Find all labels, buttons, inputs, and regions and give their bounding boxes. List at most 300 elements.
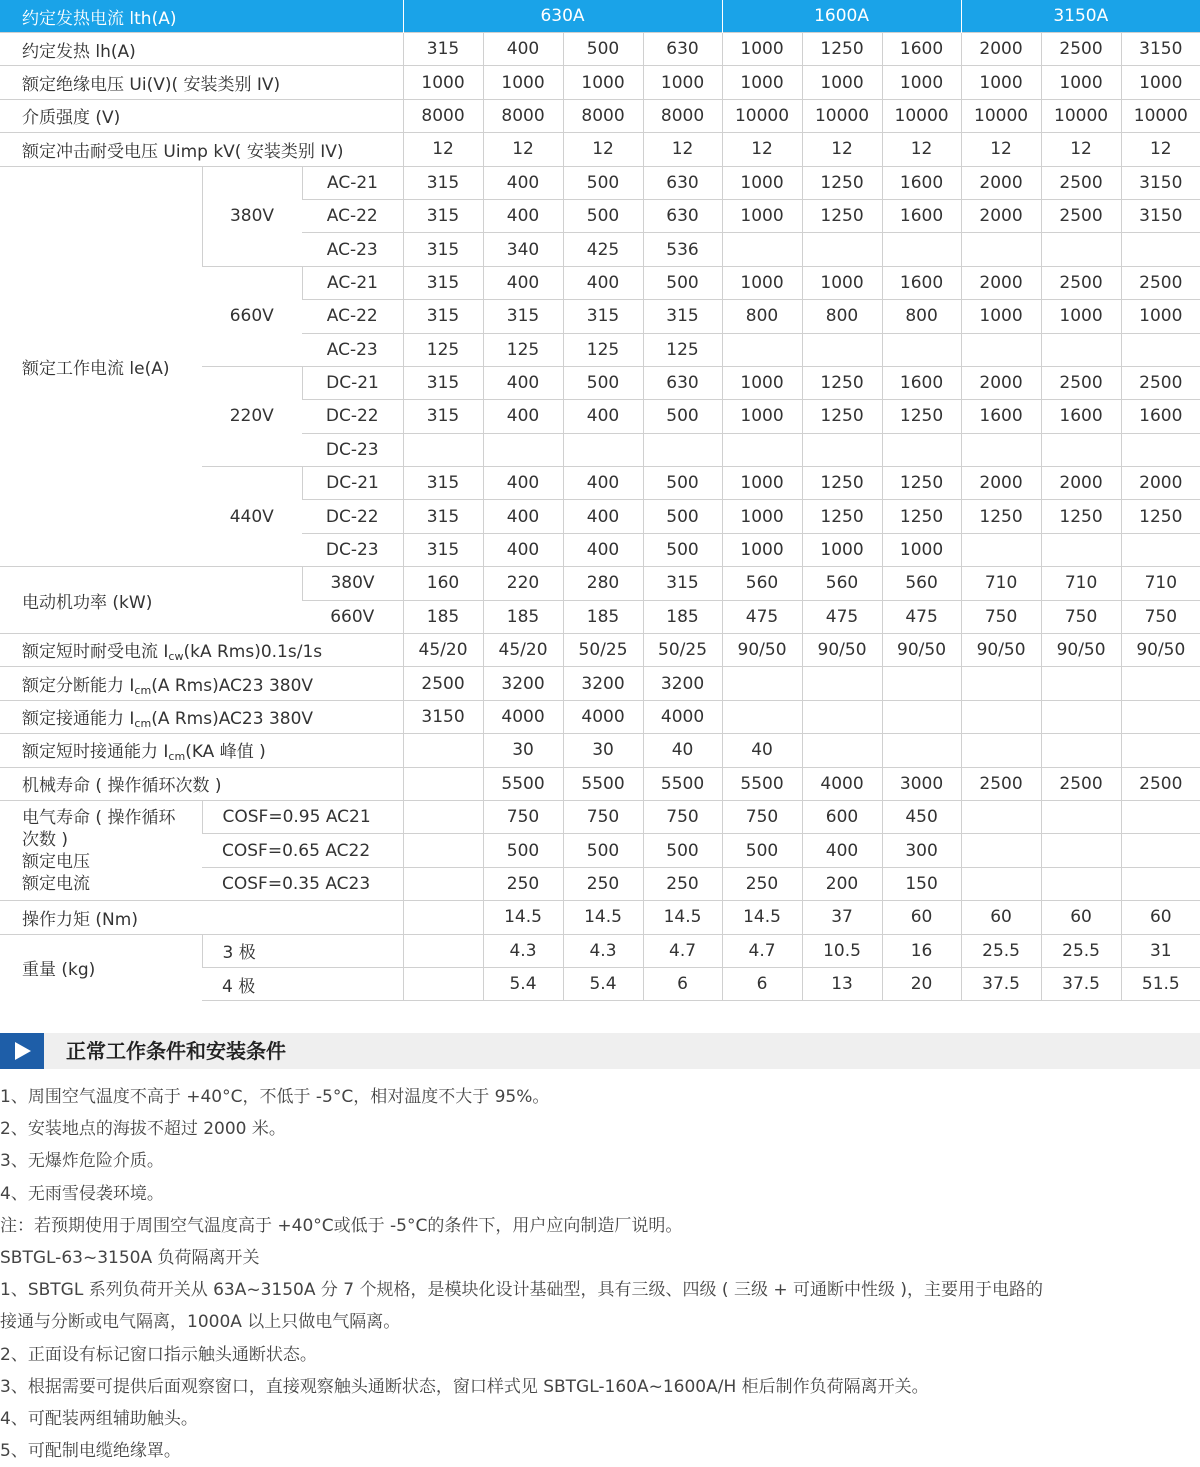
note-line: 注：若预期使用于周围空气温度高于 +40°C或低于 -5°C的条件下，用户应向制造厂说明。 (0, 1215, 683, 1236)
row-label: 机械寿命 ( 操作循环次数 ) (0, 767, 403, 800)
value-cell: 1000 (722, 467, 802, 500)
value-cell (1121, 800, 1200, 833)
value-cell: 400 (563, 467, 643, 500)
value-cell: 400 (483, 500, 563, 533)
notes-block (0, 1081, 1200, 1467)
value-cell: 1250 (882, 500, 961, 533)
value-cell: 2500 (1121, 767, 1200, 800)
value-cell: 250 (643, 867, 722, 900)
label-subscript: cm (134, 683, 152, 697)
value-cell: 2500 (1041, 366, 1121, 399)
value-cell (563, 433, 643, 466)
value-cell: 750 (722, 800, 802, 833)
value-cell: 10000 (961, 99, 1041, 132)
value-cell (722, 667, 802, 700)
header-label: 约定发热电流 lth(A) (0, 0, 403, 33)
category-cell: AC-22 (302, 199, 403, 232)
value-cell: 2500 (403, 667, 483, 700)
value-cell (403, 834, 483, 867)
value-cell: 3150 (1121, 166, 1200, 199)
value-cell (882, 667, 961, 700)
value-cell: 1250 (1121, 500, 1200, 533)
label-line: 额定电流 (22, 873, 90, 894)
value-cell (1041, 233, 1121, 266)
value-cell (1041, 433, 1121, 466)
value-cell: 500 (563, 366, 643, 399)
value-cell: 1000 (1041, 66, 1121, 99)
value-cell: 1000 (722, 166, 802, 199)
value-cell: 3200 (563, 667, 643, 700)
row-label (0, 734, 403, 767)
value-cell: 1000 (1121, 300, 1200, 333)
value-cell: 30 (563, 734, 643, 767)
category-cell: DC-22 (302, 500, 403, 533)
value-cell (483, 433, 563, 466)
value-cell: 1250 (802, 166, 882, 199)
category-cell: AC-23 (302, 233, 403, 266)
value-cell: 1250 (802, 467, 882, 500)
row-mech_life (0, 767, 1200, 800)
note-line: 2、安装地点的海拔不超过 2000 米。 (0, 1119, 286, 1140)
value-cell: 185 (483, 600, 563, 633)
value-cell: 1000 (563, 66, 643, 99)
value-cell: 1000 (722, 199, 802, 232)
value-cell: 4000 (483, 700, 563, 733)
value-cell: 2500 (1041, 266, 1121, 299)
value-cell (882, 233, 961, 266)
value-cell: 500 (563, 199, 643, 232)
category-cell: DC-23 (302, 433, 403, 466)
row-label: 约定发热 lh(A) (0, 33, 403, 66)
row-dielectric (0, 99, 1200, 132)
value-cell: 14.5 (643, 901, 722, 934)
value-cell: 1000 (722, 266, 802, 299)
value-cell: 45/20 (483, 634, 563, 667)
voltage-cell: 440V (202, 467, 302, 567)
value-cell: 1000 (1041, 300, 1121, 333)
value-cell: 16 (882, 934, 961, 967)
value-cell (1041, 867, 1121, 900)
value-cell: 750 (961, 600, 1041, 633)
value-cell: 2500 (1121, 366, 1200, 399)
value-cell: 4.3 (483, 934, 563, 967)
value-cell: 1600 (882, 199, 961, 232)
label-line: 次数 ) (22, 829, 69, 850)
value-cell: 500 (643, 533, 722, 566)
note-line: 4、可配装两组辅助触头。 (0, 1409, 198, 1430)
value-cell: 12 (483, 133, 563, 166)
label-line: 电气寿命 ( 操作循环 (22, 807, 176, 828)
value-cell: 1600 (882, 33, 961, 66)
value-cell: 12 (961, 133, 1041, 166)
label-line: 额定电压 (22, 851, 90, 872)
value-cell: 5.4 (563, 967, 643, 1000)
value-cell: 536 (643, 233, 722, 266)
value-cell: 2000 (961, 266, 1041, 299)
value-cell (1121, 433, 1200, 466)
value-cell: 1250 (1041, 500, 1121, 533)
value-cell: 630 (643, 366, 722, 399)
play-arrow-icon (0, 1033, 44, 1069)
value-cell: 1000 (961, 66, 1041, 99)
row-torque (0, 901, 1200, 934)
category-cell: AC-23 (302, 333, 403, 366)
row-break (0, 667, 1200, 700)
value-cell: 10000 (882, 99, 961, 132)
value-cell: 315 (403, 33, 483, 66)
value-cell: 40 (643, 734, 722, 767)
value-cell: 6 (643, 967, 722, 1000)
note-line: 5、可配制电缆绝缘罩。 (0, 1441, 181, 1462)
value-cell: 1000 (403, 66, 483, 99)
value-cell: 500 (563, 33, 643, 66)
value-cell (1121, 867, 1200, 900)
value-cell: 400 (483, 366, 563, 399)
row-label (0, 800, 202, 900)
value-cell: 475 (722, 600, 802, 633)
value-cell: 8000 (563, 99, 643, 132)
poles-cell: 3 极 (202, 934, 403, 967)
value-cell: 2500 (1041, 767, 1121, 800)
value-cell: 2000 (961, 33, 1041, 66)
value-cell (1121, 533, 1200, 566)
value-cell: 25.5 (961, 934, 1041, 967)
value-cell: 6 (722, 967, 802, 1000)
value-cell: 710 (1041, 567, 1121, 600)
value-cell (802, 233, 882, 266)
value-cell: 2000 (1121, 467, 1200, 500)
section-header (0, 1033, 1200, 1069)
row-make (0, 700, 1200, 733)
value-cell (403, 767, 483, 800)
note-line: SBTGL-63~3150A 负荷隔离开关 (0, 1248, 260, 1269)
value-cell: 450 (882, 800, 961, 833)
value-cell: 1000 (882, 533, 961, 566)
value-cell: 2000 (1041, 467, 1121, 500)
value-cell: 4000 (563, 700, 643, 733)
header-group-1600a: 1600A (722, 0, 961, 33)
value-cell: 3200 (483, 667, 563, 700)
value-cell: 1600 (882, 166, 961, 199)
value-cell: 50/25 (563, 634, 643, 667)
value-cell: 500 (483, 834, 563, 867)
value-cell: 300 (882, 834, 961, 867)
value-cell (722, 433, 802, 466)
value-cell: 10000 (1041, 99, 1121, 132)
value-cell: 12 (643, 133, 722, 166)
row-label: 介质强度 (V) (0, 99, 403, 132)
value-cell: 125 (563, 333, 643, 366)
value-cell: 4.3 (563, 934, 643, 967)
value-cell (403, 934, 483, 967)
row-label: 额定冲击耐受电压 Uimp kV( 安装类别 IV) (0, 133, 403, 166)
value-cell: 1000 (643, 66, 722, 99)
value-cell: 5500 (563, 767, 643, 800)
value-cell: 475 (802, 600, 882, 633)
value-cell: 10000 (802, 99, 882, 132)
value-cell: 2000 (961, 467, 1041, 500)
value-cell (961, 867, 1041, 900)
value-cell: 315 (403, 400, 483, 433)
value-cell: 750 (483, 800, 563, 833)
row-short_make (0, 734, 1200, 767)
value-cell: 630 (643, 33, 722, 66)
value-cell (722, 233, 802, 266)
value-cell: 1250 (802, 400, 882, 433)
value-cell: 12 (1041, 133, 1121, 166)
label-text: (A Rms)AC23 380V (151, 675, 314, 696)
category-cell: DC-21 (302, 366, 403, 399)
row-label: 额定工作电流 le(A) (0, 166, 202, 567)
label-text: (A Rms)AC23 380V (151, 709, 314, 729)
row-label (0, 634, 403, 667)
value-cell (882, 734, 961, 767)
value-cell: 90/50 (961, 634, 1041, 667)
value-cell: 25.5 (1041, 934, 1121, 967)
value-cell (403, 800, 483, 833)
value-cell: 750 (563, 800, 643, 833)
label-subscript: cm (168, 750, 186, 764)
value-cell: 37.5 (1041, 967, 1121, 1000)
voltage-cell: 220V (202, 366, 302, 466)
value-cell: 3150 (403, 700, 483, 733)
value-cell: 160 (403, 567, 483, 600)
value-cell (961, 734, 1041, 767)
value-cell: 60 (961, 901, 1041, 934)
value-cell: 1600 (1041, 400, 1121, 433)
value-cell: 4000 (643, 700, 722, 733)
value-cell (1041, 734, 1121, 767)
value-cell: 60 (882, 901, 961, 934)
value-cell (961, 533, 1041, 566)
value-cell: 600 (802, 800, 882, 833)
value-cell: 1250 (882, 400, 961, 433)
value-cell: 50/25 (643, 634, 722, 667)
category-cell: DC-21 (302, 467, 403, 500)
category-cell: AC-21 (302, 166, 403, 199)
table-header-row (0, 0, 1200, 33)
value-cell: 400 (483, 266, 563, 299)
value-cell: 12 (882, 133, 961, 166)
value-cell: 400 (483, 400, 563, 433)
value-cell: 14.5 (483, 901, 563, 934)
value-cell: 2000 (961, 199, 1041, 232)
label-subscript: cm (134, 717, 152, 730)
value-cell: 250 (563, 867, 643, 900)
label-text: 额定接通能力 I (22, 709, 135, 729)
value-cell (1041, 333, 1121, 366)
voltage-cell: 380V (302, 567, 403, 600)
value-cell: 800 (802, 300, 882, 333)
value-cell (1121, 667, 1200, 700)
value-cell: 8000 (403, 99, 483, 132)
value-cell (961, 834, 1041, 867)
value-cell: 475 (882, 600, 961, 633)
value-cell: 4.7 (722, 934, 802, 967)
label-text: 额定分断能力 I (22, 675, 135, 696)
value-cell: 2500 (1041, 33, 1121, 66)
value-cell: 750 (643, 800, 722, 833)
value-cell (1041, 700, 1121, 733)
value-cell: 30 (483, 734, 563, 767)
value-cell: 220 (483, 567, 563, 600)
value-cell: 340 (483, 233, 563, 266)
value-cell: 37 (802, 901, 882, 934)
note-line: 2、正面设有标记窗口指示触头通断状态。 (0, 1344, 317, 1365)
value-cell: 500 (722, 834, 802, 867)
value-cell: 1000 (961, 300, 1041, 333)
value-cell: 500 (643, 834, 722, 867)
value-cell: 8000 (643, 99, 722, 132)
poles-cell: 4 极 (202, 967, 403, 1000)
value-cell: 1000 (1121, 66, 1200, 99)
header-group-630a: 630A (403, 0, 722, 33)
label-text: 额定短时接通能力 I (22, 742, 169, 763)
value-cell: 2500 (1041, 166, 1121, 199)
value-cell: 710 (961, 567, 1041, 600)
value-cell (1121, 700, 1200, 733)
category-cell: AC-21 (302, 266, 403, 299)
note-line: 接通与分断或电气隔离，1000A 以上只做电气隔离。 (0, 1312, 401, 1333)
value-cell: 560 (802, 567, 882, 600)
value-cell: 12 (403, 133, 483, 166)
value-cell: 315 (403, 467, 483, 500)
row-ie (0, 166, 1200, 199)
value-cell: 5500 (483, 767, 563, 800)
value-cell: 90/50 (1041, 634, 1121, 667)
value-cell: 1000 (722, 366, 802, 399)
value-cell: 90/50 (1121, 634, 1200, 667)
value-cell: 12 (563, 133, 643, 166)
value-cell (643, 433, 722, 466)
value-cell (961, 333, 1041, 366)
value-cell: 710 (1121, 567, 1200, 600)
note-line: 1、周围空气温度不高于 +40°C，不低于 -5°C，相对温度不大于 95%。 (0, 1087, 550, 1107)
row-motor (0, 567, 1200, 600)
row-label: 电动机功率 (kW) (0, 567, 302, 634)
value-cell: 2000 (961, 166, 1041, 199)
value-cell: 400 (563, 400, 643, 433)
value-cell: 1250 (802, 199, 882, 232)
value-cell (722, 700, 802, 733)
value-cell: 400 (563, 533, 643, 566)
value-cell: 40 (722, 734, 802, 767)
value-cell (961, 433, 1041, 466)
value-cell: 560 (882, 567, 961, 600)
condition-cell: COSF=0.35 AC23 (202, 867, 403, 900)
value-cell: 45/20 (403, 634, 483, 667)
value-cell: 10.5 (802, 934, 882, 967)
value-cell (403, 967, 483, 1000)
value-cell: 315 (403, 366, 483, 399)
value-cell: 500 (643, 467, 722, 500)
value-cell: 2000 (961, 366, 1041, 399)
section-title: 正常工作条件和安装条件 (66, 1039, 286, 1063)
value-cell: 125 (483, 333, 563, 366)
row-uimp (0, 133, 1200, 166)
value-cell: 1250 (882, 467, 961, 500)
value-cell: 250 (483, 867, 563, 900)
value-cell: 8000 (483, 99, 563, 132)
value-cell: 1600 (1121, 400, 1200, 433)
value-cell: 13 (802, 967, 882, 1000)
value-cell: 800 (722, 300, 802, 333)
value-cell: 185 (643, 600, 722, 633)
value-cell: 12 (802, 133, 882, 166)
header-group-3150a: 3150A (961, 0, 1200, 33)
value-cell: 315 (403, 233, 483, 266)
value-cell: 60 (1041, 901, 1121, 934)
value-cell: 14.5 (563, 901, 643, 934)
value-cell: 10000 (722, 99, 802, 132)
value-cell: 400 (802, 834, 882, 867)
value-cell: 200 (802, 867, 882, 900)
value-cell: 90/50 (722, 634, 802, 667)
value-cell: 1000 (722, 533, 802, 566)
value-cell (802, 700, 882, 733)
value-cell: 12 (1121, 133, 1200, 166)
value-cell: 3000 (882, 767, 961, 800)
value-cell (961, 667, 1041, 700)
value-cell: 5500 (722, 767, 802, 800)
value-cell: 315 (483, 300, 563, 333)
value-cell: 400 (483, 467, 563, 500)
value-cell: 1250 (802, 33, 882, 66)
value-cell (882, 333, 961, 366)
value-cell: 1250 (802, 500, 882, 533)
row-label: 额定绝缘电压 Ui(V)( 安装类别 IV) (0, 66, 403, 99)
value-cell: 560 (722, 567, 802, 600)
row-label: 操作力矩 (Nm) (0, 901, 403, 934)
value-cell: 14.5 (722, 901, 802, 934)
value-cell: 37.5 (961, 967, 1041, 1000)
category-cell: AC-22 (302, 300, 403, 333)
value-cell: 315 (403, 166, 483, 199)
value-cell: 315 (643, 567, 722, 600)
value-cell: 1250 (961, 500, 1041, 533)
value-cell (403, 433, 483, 466)
value-cell: 400 (483, 33, 563, 66)
value-cell: 315 (643, 300, 722, 333)
value-cell: 315 (403, 199, 483, 232)
value-cell: 400 (483, 166, 563, 199)
value-cell: 750 (1041, 600, 1121, 633)
value-cell (802, 333, 882, 366)
value-cell: 51.5 (1121, 967, 1200, 1000)
value-cell (1121, 233, 1200, 266)
value-cell: 1000 (802, 66, 882, 99)
voltage-cell: 660V (302, 600, 403, 633)
value-cell: 1000 (722, 400, 802, 433)
value-cell: 1000 (483, 66, 563, 99)
value-cell (1121, 834, 1200, 867)
value-cell: 630 (643, 199, 722, 232)
row-ui (0, 66, 1200, 99)
value-cell: 5500 (643, 767, 722, 800)
value-cell: 185 (563, 600, 643, 633)
label-text: (kA Rms)0.1s/1s (183, 642, 323, 663)
value-cell (1121, 734, 1200, 767)
value-cell: 10000 (1121, 99, 1200, 132)
value-cell: 400 (563, 266, 643, 299)
value-cell (961, 700, 1041, 733)
value-cell: 500 (643, 266, 722, 299)
value-cell: 90/50 (882, 634, 961, 667)
value-cell (1041, 800, 1121, 833)
value-cell: 1600 (882, 366, 961, 399)
value-cell (1041, 667, 1121, 700)
voltage-cell: 660V (202, 266, 302, 366)
